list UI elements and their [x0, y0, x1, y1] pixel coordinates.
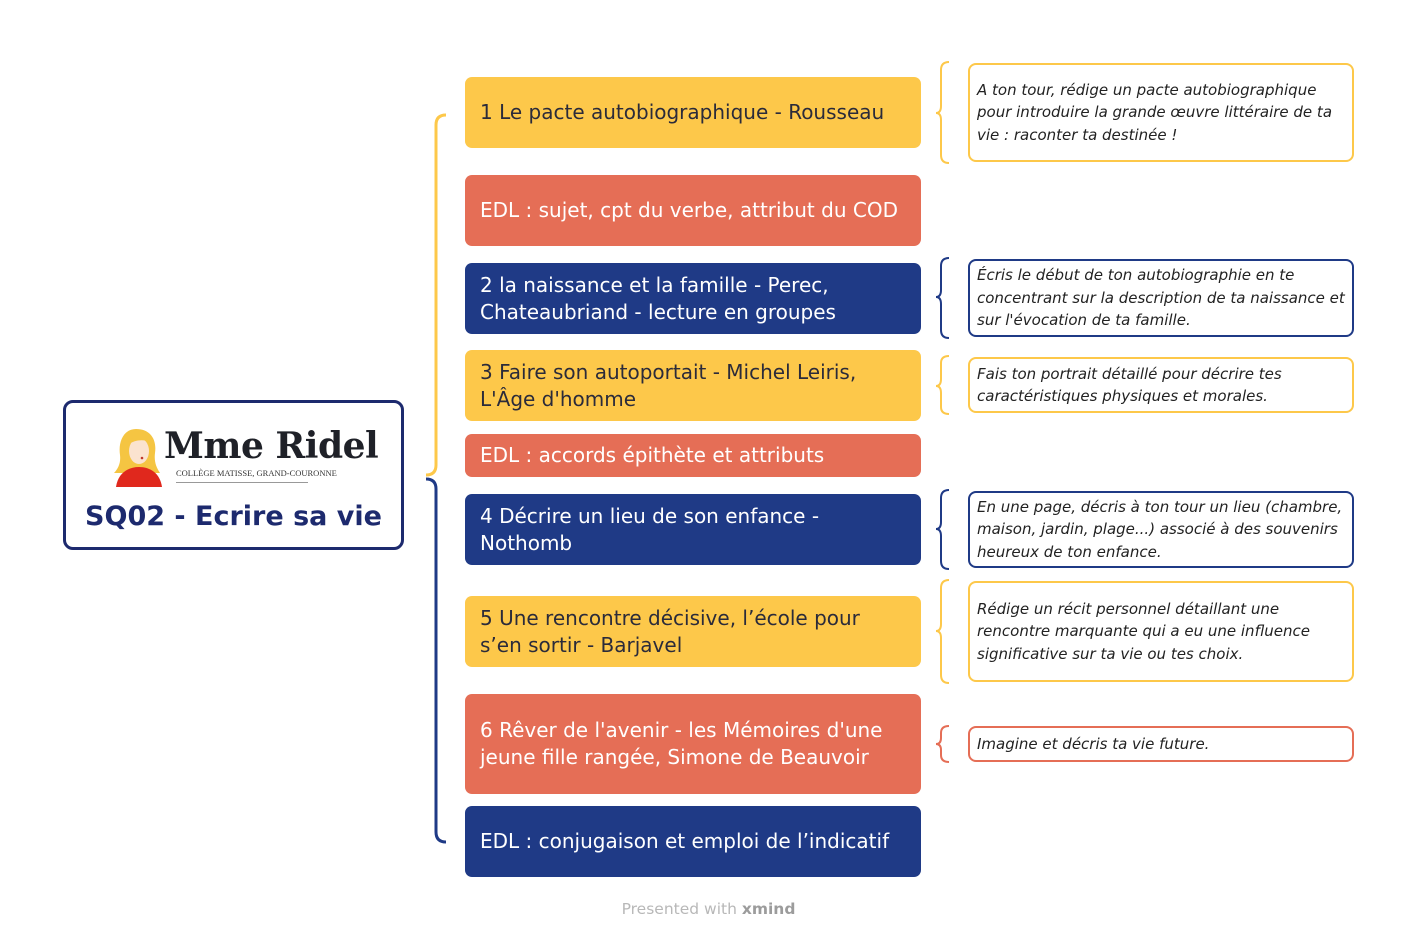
topic-6-avenir[interactable] — [465, 694, 921, 794]
topic-label: 5 Une rencontre décisive, l’école pour s’en sortir - Barjavel — [480, 605, 860, 657]
note-naissance[interactable] — [968, 259, 1354, 337]
topic-label: EDL : sujet, cpt du verbe, attribut du COD — [480, 198, 898, 222]
topic-label: EDL : accords épithète et attributs — [480, 443, 825, 467]
topic-label: EDL : conjugaison et emploi de l’indicatif — [480, 829, 890, 853]
root-title: SQ02 - Ecrire sa vie — [85, 501, 382, 532]
logo-subtitle: COLLÈGE MATISSE, GRAND-COURONNE — [176, 468, 337, 478]
footer-credit — [0, 900, 1417, 918]
note-lieu[interactable] — [968, 491, 1354, 568]
topic-5-rencontre[interactable] — [465, 596, 921, 667]
logo-text: Mme Ridel — [164, 425, 379, 467]
note-text: Imagine et décris ta vie future. — [977, 734, 1210, 753]
note-text: Rédige un récit personnel détaillant une rencontre marquante qui a eu une influence significative sur ta vie ou tes choix. — [977, 599, 1310, 663]
topic-3-autoportrait[interactable] — [465, 350, 921, 421]
topic-label: 2 la naissance et la famille - Perec, Chateaubriand - lecture en groupes — [480, 272, 836, 324]
topic-label: 1 Le pacte autobiographique - Rousseau — [480, 100, 885, 124]
topic-2-naissance[interactable] — [465, 263, 921, 334]
note-portrait[interactable] — [968, 357, 1354, 413]
topic-label: 4 Décrire un lieu de son enfance - Nothomb — [480, 503, 820, 555]
note-text: En une page, décris à ton tour un lieu (chambre, maison, jardin, plage...) associé à des souvenirs heureux de ton enfance. — [977, 497, 1343, 561]
topic-label: 6 Rêver de l'avenir - les Mémoires d'une jeune fille rangée, Simone de Beauvoir — [480, 718, 883, 769]
note-text: A ton tour, rédige un pacte autobiographique pour introduire la grande œuvre littéraire de ta vie : raconter ta destinée ! — [977, 80, 1333, 144]
note-vie-future[interactable] — [968, 726, 1354, 762]
topic-edl-accords[interactable] — [465, 434, 921, 477]
note-pacte[interactable] — [968, 63, 1354, 162]
topic-edl-conjugaison[interactable] — [465, 806, 921, 877]
topic-edl-sujet[interactable] — [465, 175, 921, 246]
note-text: Écris le début de ton autobiographie en te concentrant sur la description de ta naissance et sur l'évocation de ta famille. — [977, 266, 1345, 330]
topic-1-pacte[interactable] — [465, 77, 921, 148]
note-rencontre[interactable] — [968, 581, 1354, 682]
note-text: Fais ton portrait détaillé pour décrire tes caractéristiques physiques et morales. — [977, 364, 1282, 405]
footer-prefix: Presented with — [621, 900, 737, 918]
footer-brand: xmind — [741, 900, 796, 918]
topic-4-lieu-enfance[interactable] — [465, 494, 921, 565]
root-node[interactable] — [63, 400, 404, 550]
logo-underline — [176, 482, 308, 483]
topic-label: 3 Faire son autoportait - Michel Leiris, L'Âge d'homme — [480, 359, 857, 411]
